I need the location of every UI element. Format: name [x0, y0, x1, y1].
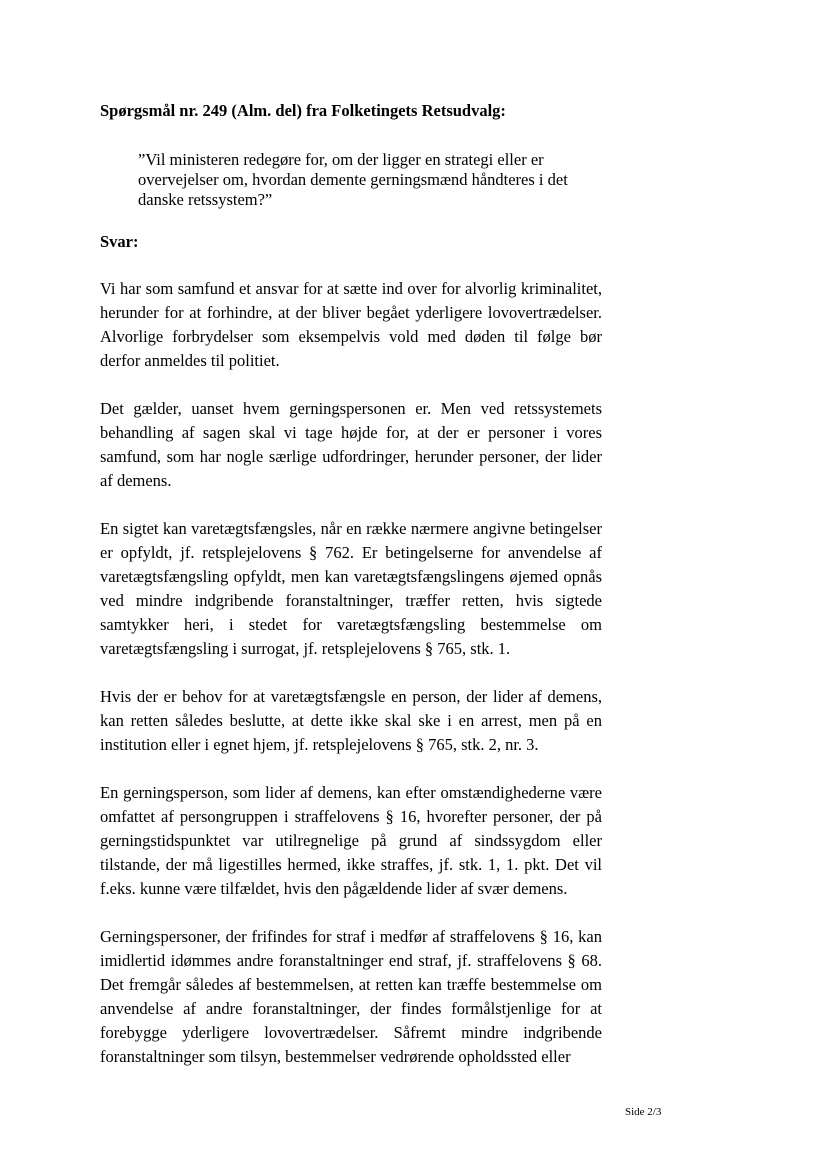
document-heading: Spørgsmål nr. 249 (Alm. del) fra Folketingets Retsudvalg:	[100, 101, 506, 120]
answer-body	[100, 277, 602, 1093]
paragraph: Det gælder, uanset hvem gerningspersonen er. Men ved retssystemets behandling af sagen skal vi tage højde for, at der er personer i vores samfund, som har nogle særlige udfordringer, herunder personer, der lider af demens.	[100, 399, 602, 490]
page-number: Side 2/3	[625, 1106, 662, 1118]
paragraph: Vi har som samfund et ansvar for at sætte ind over for alvorlig kriminalitet, herunder for at forhindre, at der bliver begået yderligere lovovertrædelser. Alvorlige forbrydelser som eksempelvis vold med døden til følge bør derfor anmeldes til politiet.	[100, 279, 602, 370]
paragraph: Hvis der er behov for at varetægtsfængsle en person, der lider af demens, kan retten således beslutte, at dette ikke skal ske i en arrest, men på en institution eller i egnet hjem, jf. retsplejelovens § 765, stk. 2, nr. 3.	[100, 687, 602, 754]
paragraph: En gerningsperson, som lider af demens, kan efter omstændighederne være omfattet af persongruppen i straffelovens § 16, hvorefter personer, der på gerningstidspunktet var utilregnelige på grund af sindssygdom eller tilstande, der må ligestilles hermed, ikke straffes, jf. stk. 1, 1. pkt. Det vil f.eks. kunne være tilfældet, hvis den pågældende lider af svær demens.	[100, 783, 602, 898]
question-quote: ”Vil ministeren redegøre for, om der ligger en strategi eller er overvejelser om, hvordan demente gerningsmænd håndteres i det danske retssystem?”	[138, 150, 568, 209]
paragraph: En sigtet kan varetægtsfængsles, når en række nærmere angivne betingelser er opfyldt, jf. retsplejelovens § 762. Er betingelserne for anvendelse af varetægtsfængsling opfyldt, men kan varetægtsfængslingens øjemed opnås ved mindre indgribende foranstaltninger, træffer retten, hvis sigtede samtykker heri, i stedet for varetægtsfængsling bestemmelse om varetægtsfængsling i surrogat, jf. retsplejelovens § 765, stk. 1.	[100, 519, 602, 658]
answer-label: Svar:	[100, 232, 139, 251]
paragraph: Gerningspersoner, der frifindes for straf i medfør af straffelovens § 16, kan imidlertid idømmes andre foranstaltninger end straf, jf. straffelovens § 68. Det fremgår således af bestemmelsen, at retten kan træffe bestemmelse om anvendelse af andre foranstaltninger, der findes formålstjenlige for at forebygge yderligere lovovertrædelser. Såfremt mindre indgribende foranstaltninger som tilsyn, bestemmelser vedrørende opholdssted eller	[100, 927, 602, 1066]
